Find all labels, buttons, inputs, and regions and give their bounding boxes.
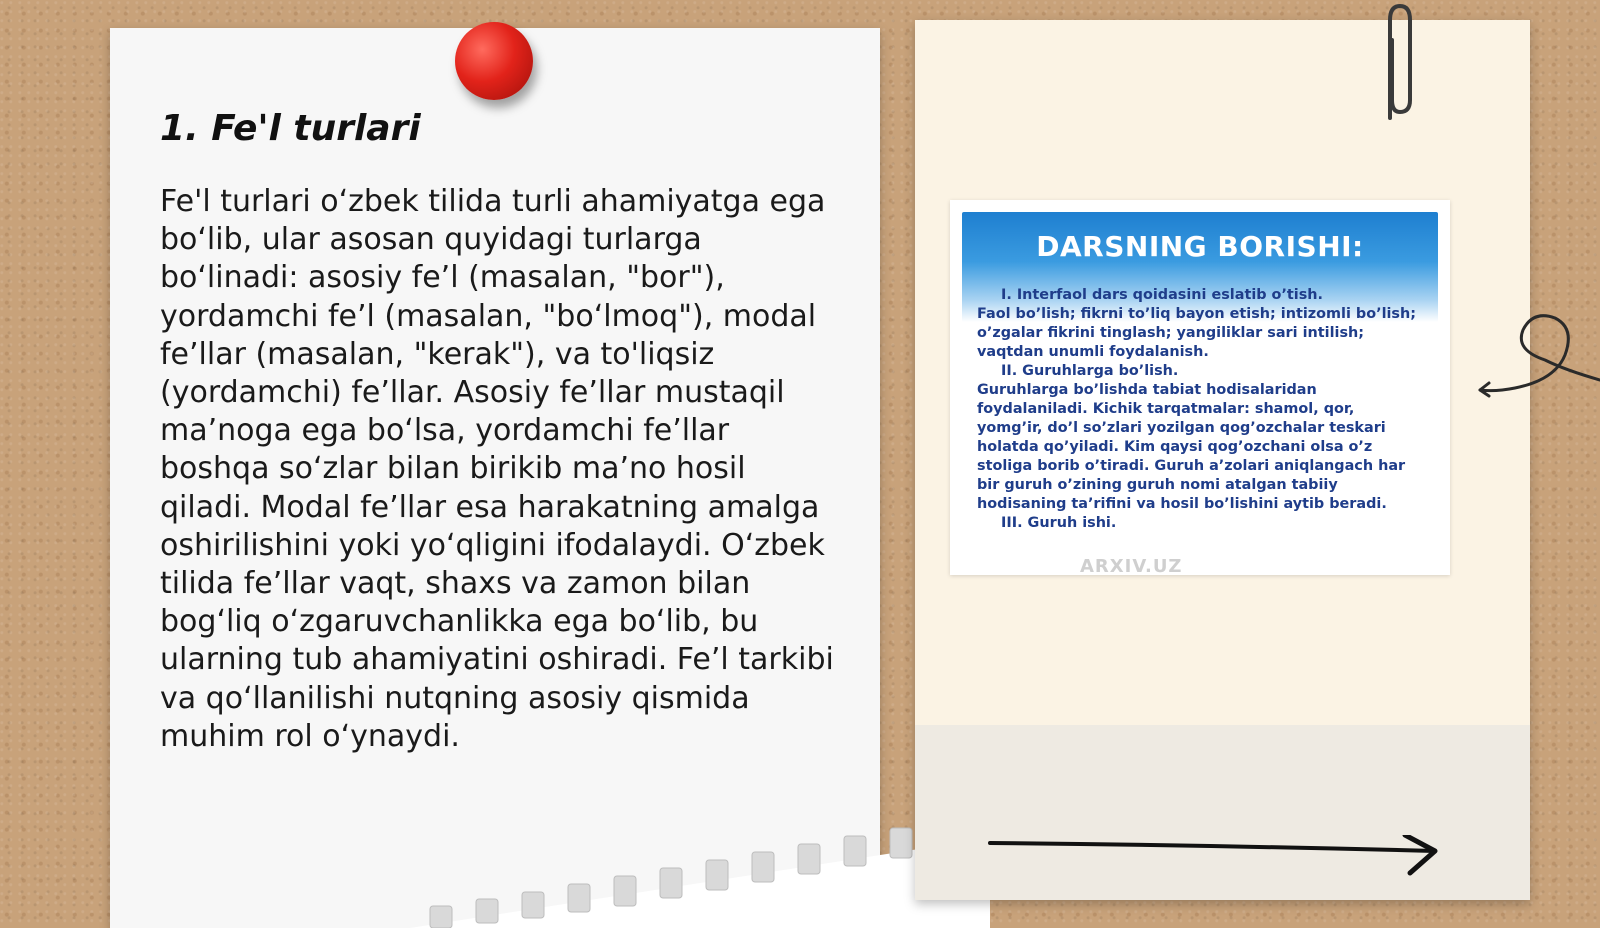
arrow-right-icon [985, 835, 1445, 895]
slide-content [977, 286, 1417, 533]
slide-line: II. Guruhlarga bo’lish. [1001, 363, 1179, 379]
torn-paper-edge [410, 818, 990, 928]
string-doodle [1475, 310, 1600, 410]
slide-line: Guruhlarga bo’lishda tabiat hodisalaridan foydalaniladi. Kichik tarqatmalar: shamol, qor, yomg’ir, do’l so’zlari yozilgan qog’ozchalar teskari holatda qo’yiladi. Kim qaysi qog’ozchani olsa o’z stoliga borib o’tiradi. Guruh a’zolari aniqlangach har bir guruh o’zining guruh nomi atalgan tabiiy hodisaning ta’rifini va hosil bo’lishini aytib beradi. [977, 382, 1406, 512]
slide-line: III. Guruh ishi. [1001, 515, 1117, 531]
note-body: Fe'l turlari oʻzbek tilida turli ahamiyatga ega boʻlib, ular asosan quyidagi turlarga boʻlinadi: asosiy fe’l (masalan, "bor"), yordamchi fe’l (masalan, "boʻlmoq"), modal fe’llar (masalan, "kerak"), va to'liqsiz (yordamchi) fe’llar. Asosiy fe’llar mustaqil ma’noga ega boʻlsa, yordamchi fe’llar boshqa soʻzlar bilan birikib ma’no hosil qiladi. Modal fe’llar esa harakatning amalga oshirilishini yoki yoʻqligini ifodalaydi. Oʻzbek tilida fe’llar vaqt, shaxs va zamon bilan bogʻliq oʻzgaruvchanlikka ega boʻlib, bu ularning tub ahamiyatini oshiradi. Fe’l tarkibi va qoʻllanilishi nutqning asosiy qismida muhim rol oʻynaydi. [160, 184, 834, 754]
slide-line: Faol bo’lish; fikrni to’liq bayon etish; intizomli bo’lish; o’zgalar fikrini tinglash; yangiliklar sari intilish; vaqtdan unumli foydalanish. [977, 306, 1416, 360]
lesson-slide [950, 200, 1450, 575]
left-note [110, 28, 880, 928]
slide-line: I. Interfaol dars qoidasini eslatib o’tish. [1001, 287, 1324, 303]
paperclip-icon [1370, 0, 1420, 130]
note-title: 1. Fe'l turlari [160, 108, 421, 149]
slide-title: DARSNING BORISHI: [1036, 230, 1364, 263]
watermark-text: ARXIV.UZ [1080, 556, 1183, 577]
red-pushpin-left [455, 22, 533, 100]
